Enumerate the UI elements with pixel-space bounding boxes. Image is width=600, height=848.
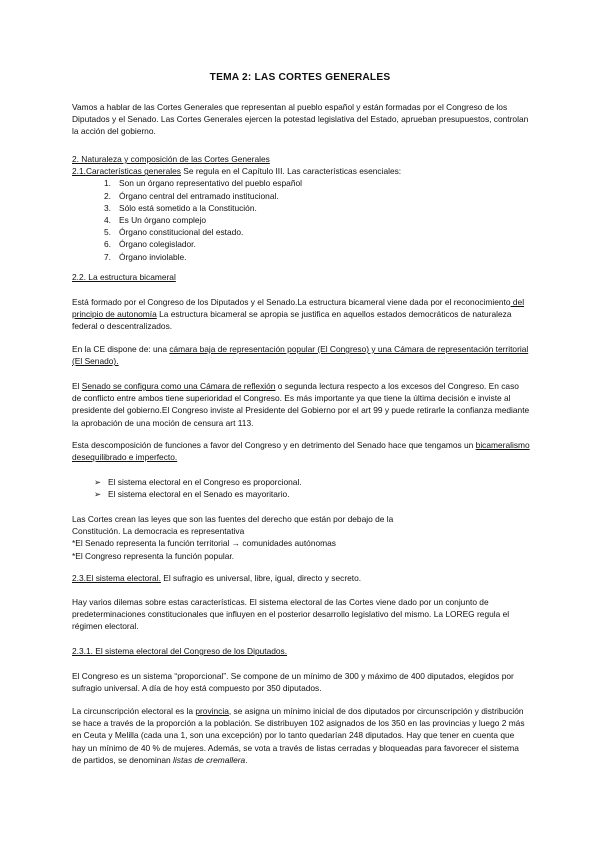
document-title: TEMA 2: LAS CORTES GENERALES — [209, 72, 391, 83]
list-item: 1. Son un órgano representativo del pueblo español — [104, 178, 302, 189]
arrow-bullet-icon: ➢ — [93, 489, 101, 500]
section-2-heading: 2. Naturaleza y composición de las Cortes Generales — [72, 154, 270, 164]
section-2-1-text: Se regula en el Capítulo III. Las características esenciales: — [180, 166, 402, 177]
list-item: ➢ El sistema electoral en el Senado es mayoritario. — [72, 488, 530, 500]
section-2-2-heading-block — [72, 271, 530, 283]
list-item: 5. Órgano constitucional del estado. — [104, 227, 244, 238]
section-2-1-heading: 2.1.Características generales — [72, 166, 181, 177]
intro-text: Vamos a hablar de las Cortes Generales que representan al pueblo español y están formadas por el Congreso de los Diputados y el Senado. Las Cortes Generales ejercen la potestad legislativa del Estado, aprueban presupuestos, controlan la acción del gobierno. — [72, 102, 529, 137]
list-item: 7. Órgano inviolable. — [104, 251, 187, 262]
section-2-3-1-heading: 2.3.1. El sistema electoral del Congreso de los Diputados. — [72, 646, 288, 656]
electoral-bullets — [72, 476, 530, 500]
section-2-3-heading: 2.3.El sistema electoral. — [72, 573, 161, 583]
section-2-2-heading: 2.2. La estructura bicameral — [72, 272, 176, 282]
bicameral-paragraph-2: En la CE dispone de: una cámara baja de representación popular (El Congreso) y una Cámara de representación territorial (El Senado). — [72, 344, 529, 367]
section-2-3-paragraph: Hay varios dilemas sobre estas características. El sistema electoral de las Cortes viene dado por un conjunto de predeterminaciones constitucionales que influyen en el posterior desarrollo legislativo del mismo. La LOREG regula el régimen electoral. — [72, 597, 510, 632]
congreso-paragraph-1: El Congreso es un sistema “proporcional”. Se compone de un mínimo de 300 y máximo de 400 diputados, elegidos por sufragio universal. A día de hoy está compuesto por 350 diputados. — [72, 671, 514, 694]
list-item: 6. Órgano colegislador. — [104, 239, 196, 250]
section-2-3-1-heading-block — [72, 645, 530, 657]
arrow-bullet-icon: ➢ — [93, 477, 101, 487]
list-item: ➢ El sistema electoral en el Congreso es proporcional. — [72, 476, 530, 488]
cortes-laws-paragraph: Las Cortes crean las leyes que son las fuentes del derecho que están por debajo de la Constitución. La democracia es representativa *El Senado representa la función territorial → comunidades autónomas *El Congreso representa la función popular. — [72, 514, 394, 561]
list-item: 2. Órgano central del entramado institucional. — [104, 190, 279, 201]
list-item: 4. Es Un órgano complejo — [104, 215, 207, 226]
intro-paragraph — [72, 101, 530, 138]
list-item: 3. Sólo está sometido a la Constitución. — [104, 202, 257, 213]
section-2 — [72, 153, 530, 263]
bicameral-paragraph-3: El Senado se configura como una Cámara de reflexión o segunda lectura respecto a los excesos del Congreso. En caso de conflicto entre ambos tiene superioridad el Congreso. Es más importante ya que tiene la última decisión e inviste al presidente del gobierno.El Congreso inviste al Presidente del Gobierno por el art 99 y puede retirarle la confianza mediante la aprobación de una moción de censura art 113. — [72, 381, 530, 428]
bicameral-paragraph-4: Esta descomposición de funciones a favor del Congreso y en detrimento del Senado hace que tengamos un bicameralismo desequilibrado e imperfecto. — [72, 440, 530, 463]
bicameral-paragraph-1: Está formado por el Congreso de los Diputados y el Senado.La estructura bicameral viene dada por el reconocimiento del principio de autonomía La estructura bicameral se apropia se justifica en aquellos estados democráticos de naturaleza federal o descentralizados. — [72, 297, 525, 332]
congreso-paragraph-2: La circunscripción electoral es la provincia, se asigna un mínimo inicial de dos diputados por circunscripción y distribución se hace a través de la proporción a la población. Se distribuyen 102 asignados de los 350 en las provincias y luego 2 más en Ceuta y Melilla (cada una 1, son una excepción) por lo tanto quedarían 248 diputados. Hay que tener en cuenta que hay un mínimo de 40 % de mujeres. Además, se vota a través de listas cerradas y bloqueadas para favorecer el sistema de partidos, se denominan listas de cremallera. — [72, 706, 525, 765]
section-2-3: 2.3.El sistema electoral. El sufragio es universal, libre, igual, directo y secreto. — [72, 573, 362, 583]
characteristics-list — [72, 177, 530, 262]
